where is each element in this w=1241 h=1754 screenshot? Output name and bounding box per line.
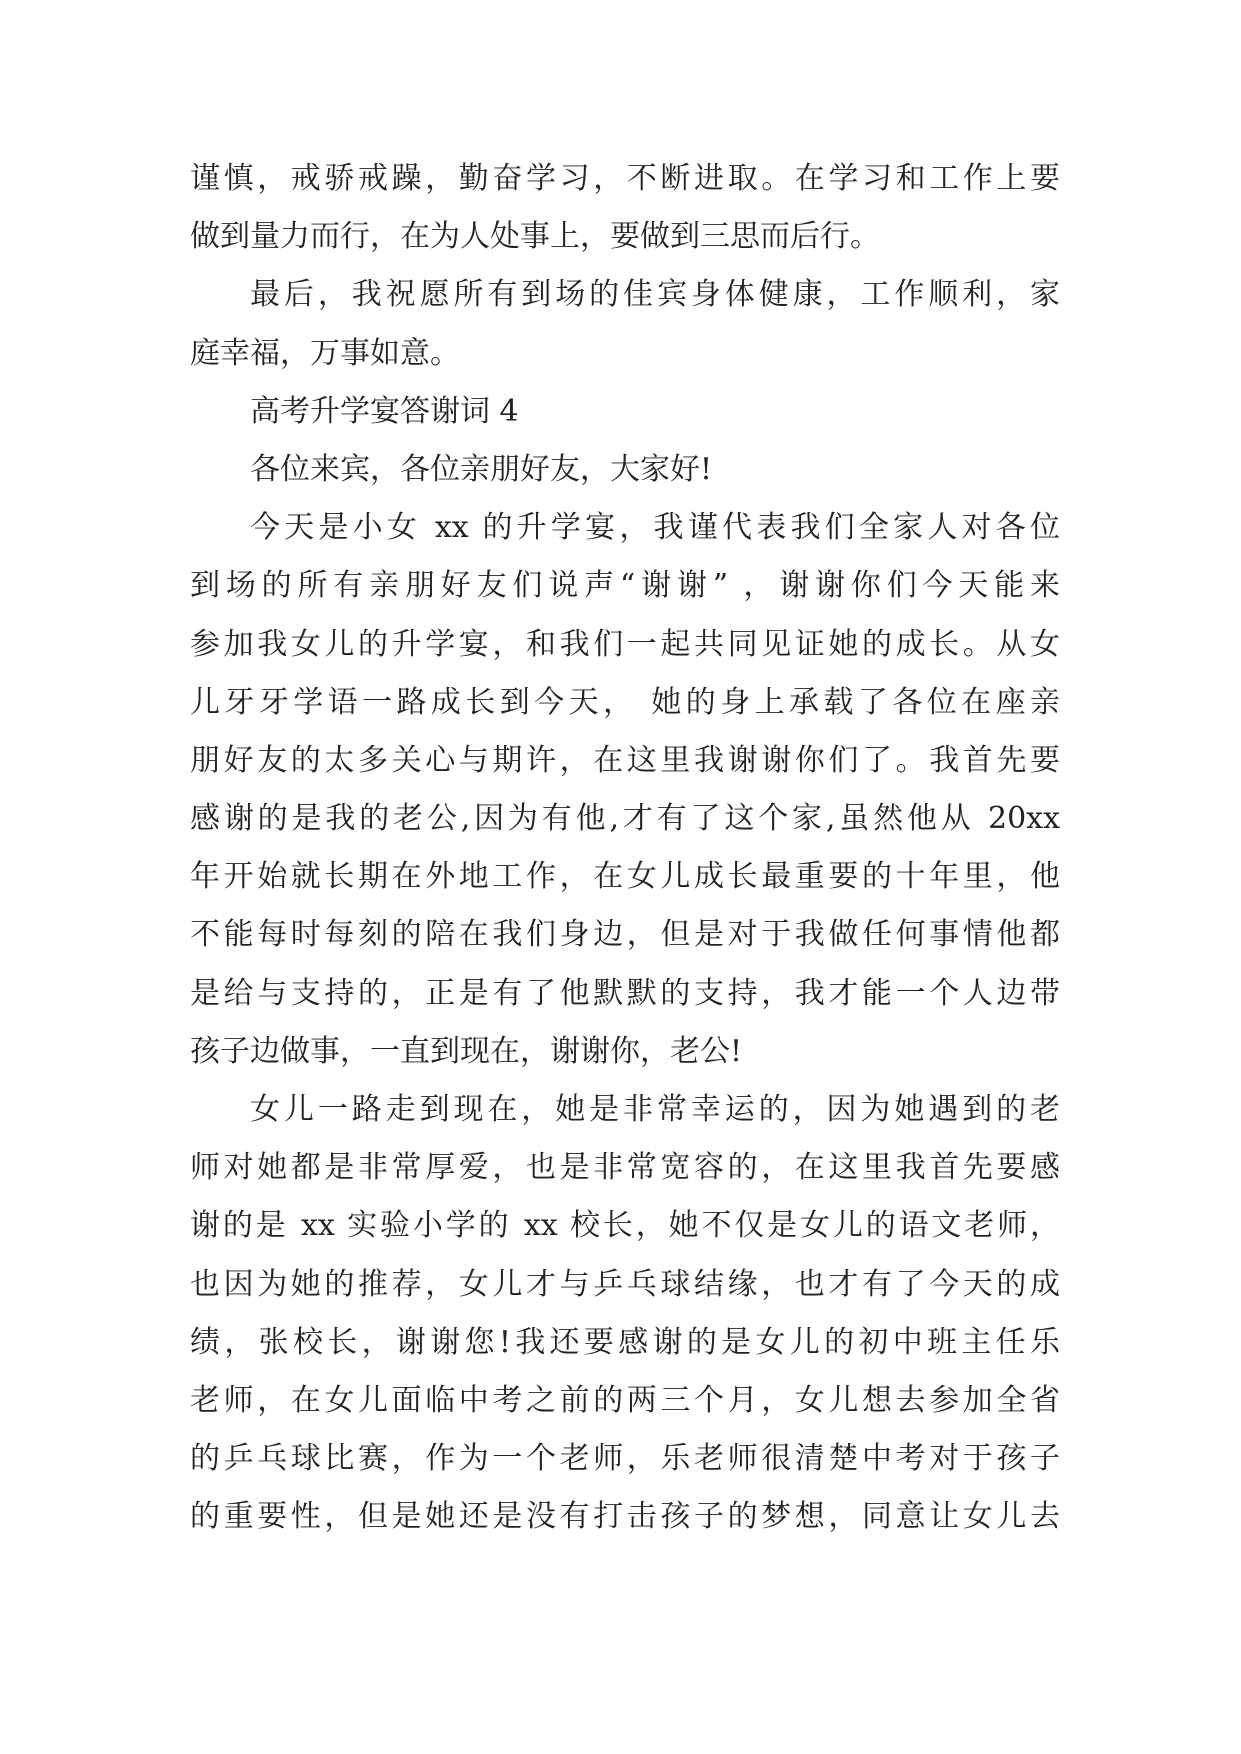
document-body: [190, 150, 1060, 1547]
text-line: 参加我女儿的升学宴，和我们一起共同见证她的成长。从女: [190, 626, 1060, 662]
text-line: 的乒乓球比赛，作为一个老师，乐老师很清楚中考对于孩子: [190, 1441, 1060, 1477]
text-line: 女儿一路走到现在，她是非常幸运的，因为她遇到的老: [250, 1092, 1060, 1127]
text-line: 今天是小女 xx 的升学宴，我谨代表我们全家人对各位: [250, 510, 1060, 546]
text-line: 是给与支持的，正是有了他默默的支持，我才能一个人边带: [190, 975, 1060, 1011]
text-line: 最后，我祝愿所有到场的佳宾身体健康，工作顺利，家: [250, 277, 1060, 313]
text-line: 孩子边做事，一直到现在，谢谢你，老公!: [190, 1033, 743, 1069]
text-line: 到场的所有亲朋好友们说声“谢谢” ，谢谢你们今天能来: [190, 568, 1060, 604]
text-line: 绩，张校长，谢谢您!我还要感谢的是女儿的初中班主任乐: [190, 1324, 1060, 1360]
text-line: 各位来宾，各位亲朋好友，大家好!: [250, 451, 713, 487]
text-line: 感谢的是我的老公,因为有他,才有了这个家,虽然他从 20xx: [190, 801, 1060, 837]
text-line: 谢的是 xx 实验小学的 xx 校长，她不仅是女儿的语文老师，: [190, 1208, 1060, 1244]
text-line: 谨慎，戒骄戒躁，勤奋学习，不断进取。在学习和工作上要: [190, 161, 1060, 196]
text-line: 朋好友的太多关心与期许，在这里我谢谢你们了。我首先要: [190, 742, 1060, 778]
text-line: 不能每时每刻的陪在我们身边，但是对于我做任何事情他都: [190, 917, 1060, 953]
text-line: 做到量力而行，在为人处事上，要做到三思而后行。: [190, 219, 880, 255]
text-line: 的重要性，但是她还是没有打击孩子的梦想，同意让女儿去: [190, 1499, 1060, 1535]
text-line: 高考升学宴答谢词 4: [250, 393, 519, 429]
text-line: 师对她都是非常厚爱，也是非常宽容的，在这里我首先要感: [190, 1150, 1060, 1186]
text-line: 老师，在女儿面临中考之前的两三个月，女儿想去参加全省: [190, 1382, 1060, 1418]
text-line: 也因为她的推荐，女儿才与乒乓球结缘，也才有了今天的成: [190, 1266, 1060, 1302]
text-line: 庭幸福，万事如意。: [190, 335, 460, 371]
text-line: 年开始就长期在外地工作，在女儿成长最重要的十年里，他: [190, 859, 1060, 895]
text-line: 儿牙牙学语一路成长到今天， 她的身上承载了各位在座亲: [190, 684, 1060, 720]
